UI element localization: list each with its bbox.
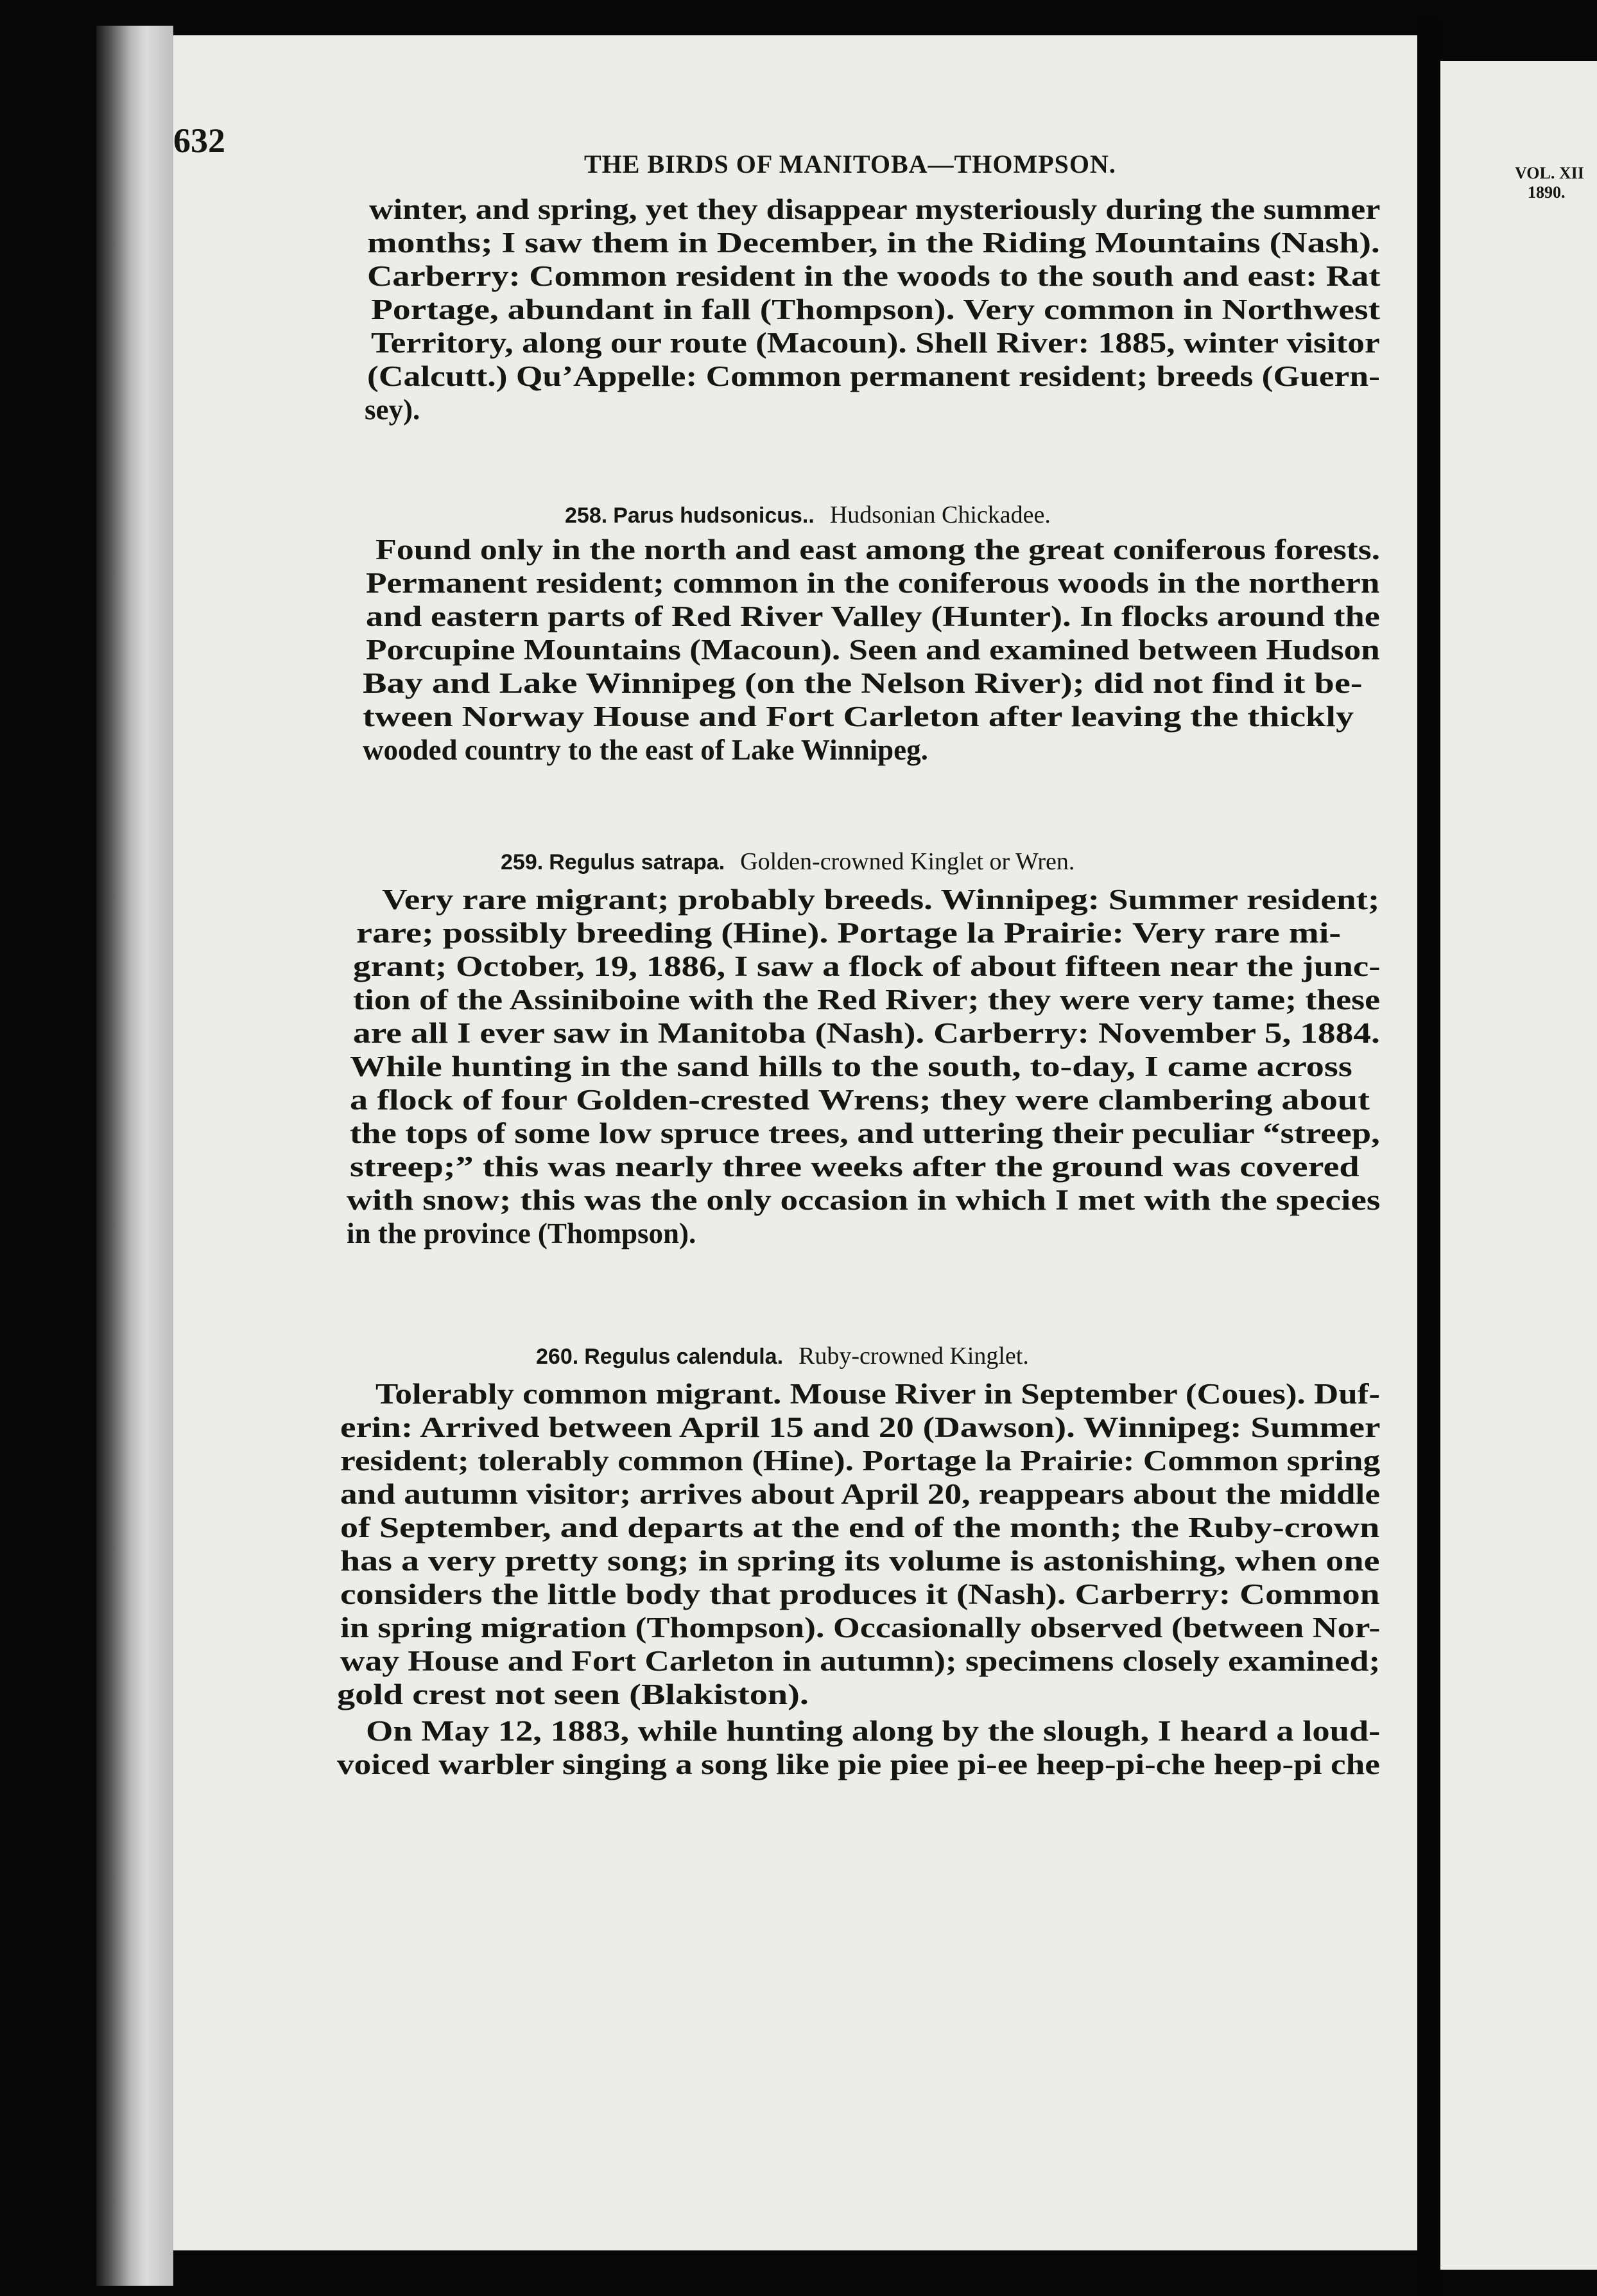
text-line: and autumn visitor; arrives about April 20, reappears about the middle bbox=[340, 1478, 1380, 1510]
species-common-name: Hudsonian Chickadee. bbox=[829, 501, 1051, 528]
species-heading bbox=[565, 501, 1051, 529]
page-gutter bbox=[1417, 19, 1440, 2296]
facing-page-header bbox=[1515, 164, 1584, 202]
text-line: months; I saw them in December, in the Riding Mountains (Nash). bbox=[367, 227, 1380, 259]
text-line: way House and Fort Carleton in autumn); specimens closely examined; bbox=[340, 1645, 1381, 1677]
text-line: gold crest not seen (Blakiston). bbox=[337, 1678, 809, 1710]
species-latin-name: Parus hudsonicus.. bbox=[613, 503, 815, 528]
text-line: wooded country to the east of Lake Winnipeg. bbox=[363, 734, 928, 766]
text-line: in the province (Thompson). bbox=[347, 1217, 696, 1249]
facing-page bbox=[1440, 61, 1597, 2270]
text-line: the tops of some low spruce trees, and uttering their peculiar “streep, bbox=[350, 1117, 1380, 1149]
page-number: 632 bbox=[173, 121, 225, 160]
species-common-name: Golden-crowned Kinglet or Wren. bbox=[740, 848, 1075, 875]
species-number: 259. bbox=[501, 850, 544, 874]
species-latin-name: Regulus calendula. bbox=[584, 1344, 784, 1369]
text-line: Portage, abundant in fall (Thompson). Very common in Northwest bbox=[371, 293, 1381, 326]
text-line: with snow; this was the only occasion in which I met with the species bbox=[347, 1184, 1381, 1216]
text-line: tion of the Assiniboine with the Red River; they were very tame; these bbox=[353, 984, 1380, 1016]
facing-year: 1890. bbox=[1528, 183, 1566, 202]
text-line: Bay and Lake Winnipeg (on the Nelson River); did not find it be- bbox=[363, 667, 1363, 699]
species-common-name: Ruby-crowned Kinglet. bbox=[798, 1343, 1029, 1370]
text-line: a flock of four Golden-crested Wrens; they were clambering about bbox=[350, 1084, 1370, 1116]
text-line: voiced warbler singing a song like pie piee pi-ee heep-pi-che heep-pi che bbox=[337, 1748, 1380, 1780]
text-line: sey). bbox=[365, 394, 420, 426]
text-line: Porcupine Mountains (Macoun). Seen and examined between Hudson bbox=[366, 634, 1380, 666]
text-line: While hunting in the sand hills to the south, to-day, I came across bbox=[350, 1050, 1352, 1083]
species-heading bbox=[501, 848, 1075, 876]
text-line: Carberry: Common resident in the woods to the south and east: Rat bbox=[367, 260, 1381, 292]
species-heading bbox=[536, 1342, 1029, 1370]
text-line: rare; possibly breeding (Hine). Portage la Prairie: Very rare mi- bbox=[356, 917, 1342, 949]
text-line: (Calcutt.) Qu’Appelle: Common permanent resident; breeds (Guern- bbox=[367, 360, 1380, 392]
text-line: tween Norway House and Fort Carleton after leaving the thickly bbox=[363, 700, 1354, 733]
book-binding-edge bbox=[96, 26, 173, 2286]
text-line: Territory, along our route (Macoun). Shell River: 1885, winter visitor bbox=[371, 327, 1380, 359]
text-line: and eastern parts of Red River Valley (Hunter). In flocks around the bbox=[366, 600, 1380, 632]
text-line: of September, and departs at the end of the month; the Ruby-crown bbox=[340, 1511, 1380, 1544]
text-line: are all I ever saw in Manitoba (Nash). Carberry: November 5, 1884. bbox=[353, 1017, 1380, 1049]
text-line: grant; October, 19, 1886, I saw a flock of about fifteen near the junc- bbox=[353, 950, 1381, 982]
species-number: 260. bbox=[536, 1344, 579, 1369]
running-head: THE BIRDS OF MANITOBA—THOMPSON. bbox=[584, 150, 1116, 178]
text-line: has a very pretty song; in spring its volume is astonishing, when one bbox=[340, 1545, 1380, 1577]
facing-volume: VOL. XII bbox=[1515, 164, 1584, 182]
species-number: 258. bbox=[565, 503, 608, 528]
text-line: erin: Arrived between April 15 and 20 (Dawson). Winnipeg: Summer bbox=[340, 1411, 1381, 1443]
text-line: Tolerably common migrant. Mouse River in September (Coues). Duf- bbox=[376, 1378, 1381, 1410]
text-line: in spring migration (Thompson). Occasionally observed (between Nor- bbox=[340, 1612, 1381, 1644]
text-line: Found only in the north and east among the great coniferous forests. bbox=[376, 534, 1381, 566]
text-line: resident; tolerably common (Hine). Portage la Prairie: Common spring bbox=[340, 1445, 1381, 1477]
text-line: Very rare migrant; probably breeds. Winnipeg: Summer resident; bbox=[382, 883, 1380, 916]
text-line: Permanent resident; common in the coniferous woods in the northern bbox=[366, 567, 1380, 599]
text-line: considers the little body that produces it (Nash). Carberry: Common bbox=[340, 1578, 1380, 1610]
species-latin-name: Regulus satrapa. bbox=[549, 850, 725, 874]
text-line: On May 12, 1883, while hunting along by the slough, I heard a loud- bbox=[366, 1715, 1381, 1747]
text-line: winter, and spring, yet they disappear mysteriously during the summer bbox=[369, 193, 1381, 225]
text-line: streep;” this was nearly three weeks after the ground was covered bbox=[350, 1151, 1360, 1183]
